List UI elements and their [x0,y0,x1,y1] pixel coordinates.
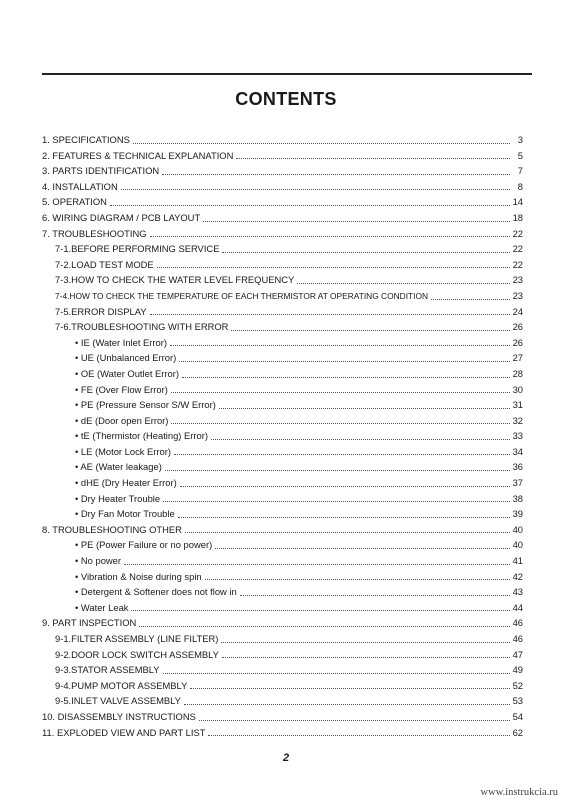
toc-entry [42,475,523,491]
toc-leader-dots [171,423,509,424]
toc-entry-page: 7 [517,165,523,177]
toc-entry-page: 40 [512,539,523,551]
toc-entry [42,226,523,242]
toc-entry-label: 5. OPERATION [42,196,107,208]
toc-entry-page: 8 [517,180,523,192]
toc-entry-page: 26 [512,321,523,333]
toc-entry-label: • FE (Over Flow Error) [75,383,168,395]
toc-entry-label: 9-1.FILTER ASSEMBLY (LINE FILTER) [55,633,219,644]
toc-entry-page: 27 [512,352,523,364]
toc-entry [42,194,523,210]
toc-entry-label: 1. SPECIFICATIONS [42,134,130,145]
toc-entry-page: 62 [512,726,523,738]
toc-entry-page: 52 [512,679,523,691]
toc-entry-label: 10. DISASSEMBLY INSTRUCTIONS [42,710,196,722]
toc-leader-dots [163,673,510,674]
toc-entry-label: • OE (Water Outlet Error) [75,367,179,379]
toc-leader-dots [165,470,510,471]
toc-entry-page: 34 [512,445,523,457]
toc-entry-page: 22 [512,243,523,255]
toc-entry [42,428,523,444]
toc-entry-label: 9-4.PUMP MOTOR ASSEMBLY [55,679,188,691]
toc-entry-page: 46 [512,633,523,644]
toc-entry [42,506,523,522]
toc-leader-dots [170,345,510,346]
toc-entry [42,366,523,382]
toc-entry [42,304,523,320]
toc-leader-dots [203,221,509,222]
toc-entry-label: • Vibration & Noise during spin [75,570,202,582]
toc-entry-label: 7-6.TROUBLESHOOTING WITH ERROR [55,321,229,333]
toc-entry-label: 9-3.STATOR ASSEMBLY [55,664,160,676]
toc-leader-dots [121,189,510,190]
toc-entry-page: 23 [512,274,523,286]
toc-entry-page: 24 [512,305,523,317]
toc-leader-dots [205,579,510,580]
toc-leader-dots [208,735,509,736]
toc-entry [42,491,523,507]
toc-entry-label: 7-4.HOW TO CHECK THE TEMPERATURE OF EACH THERMISTOR AT OPERATING CONDITION [55,290,429,301]
toc-entry-page: 22 [512,258,523,270]
toc-leader-dots [185,532,510,533]
toc-entry-label: • LE (Motor Lock Error) [75,445,172,457]
toc-leader-dots [124,564,510,565]
toc-entry [42,444,523,460]
toc-entry-page: 28 [512,367,523,379]
toc-entry [42,350,523,366]
toc-leader-dots [182,377,510,378]
toc-entry-label: 3. PARTS IDENTIFICATION [42,165,160,177]
page-number: 2 [282,752,290,764]
toc-entry-label: • dHE (Dry Heater Error) [75,477,177,489]
toc-entry-label: 4. INSTALLATION [42,180,118,192]
toc-leader-dots [211,439,510,440]
toc-entry [42,132,523,148]
toc-entry-page: 32 [512,414,523,426]
toc-entry [42,662,523,678]
toc-entry [42,693,523,709]
toc-entry-page: 31 [512,399,523,411]
toc-entry-label: • No power [75,555,122,567]
toc-entry [42,569,523,585]
toc-leader-dots [150,236,510,237]
toc-entry-page: 46 [512,617,523,629]
toc-entry-label: • Water Leak [75,601,129,613]
toc-entry-page: 30 [512,383,523,395]
toc-leader-dots [174,454,510,455]
toc-leader-dots [110,205,510,206]
toc-entry-label: 7-2.LOAD TEST MODE [55,258,154,270]
top-rule [42,73,532,75]
toc-entry-label: 6. WIRING DIAGRAM / PCB LAYOUT [42,211,201,223]
toc-entry [42,148,523,164]
toc-leader-dots [219,408,510,409]
toc-entry-page: 37 [512,477,523,489]
toc-entry [42,413,523,429]
toc-leader-dots [133,143,510,144]
toc-entry-label: 7. TROUBLESHOOTING [42,227,147,239]
toc-leader-dots [157,267,510,268]
toc-entry-page: 38 [512,492,523,504]
toc-entry-page: 40 [512,523,523,535]
toc-entry [42,647,523,663]
toc-entry-page: 26 [512,336,523,348]
toc-leader-dots [180,486,510,487]
toc-leader-dots [184,704,510,705]
toc-entry-label: 9-5.INLET VALVE ASSEMBLY [55,695,181,707]
toc-entry-page: 14 [512,196,523,208]
toc-entry-page: 54 [512,710,523,722]
toc-entry [42,163,523,179]
toc-leader-dots [199,720,510,721]
toc-leader-dots [163,501,509,502]
toc-entry-label: • PE (Power Failure or no power) [75,539,213,551]
toc-entry [42,678,523,694]
toc-entry [42,709,523,725]
toc-entry-page: 3 [517,134,523,145]
toc-entry-page: 42 [512,570,523,582]
toc-entry [42,615,523,631]
toc-leader-dots [215,548,509,549]
toc-leader-dots [139,626,509,627]
toc-leader-dots [221,642,509,643]
toc-entry-label: 2. FEATURES & TECHNICAL EXPLANATION [42,149,234,161]
toc-entry [42,397,523,413]
toc-entry [42,257,523,273]
toc-entry-page: 41 [512,555,523,567]
toc-entry [42,210,523,226]
toc-leader-dots [222,252,509,253]
toc-leader-dots [222,657,510,658]
toc-leader-dots [236,158,510,159]
toc-entry [42,631,523,647]
toc-entry [42,288,523,304]
toc-entry-label: 8. TROUBLESHOOTING OTHER [42,523,182,535]
toc-entry-page: 49 [512,664,523,676]
toc-entry-label: 9-2.DOOR LOCK SWITCH ASSEMBLY [55,648,219,660]
toc-entry-label: • UE (Unbalanced Error) [75,352,177,364]
toc-entry [42,335,523,351]
toc-entry-label: • PE (Pressure Sensor S/W Error) [75,399,216,411]
toc-entry-page: 23 [512,289,523,301]
toc-entry [42,459,523,475]
toc-entry-page: 44 [512,601,523,613]
toc-leader-dots [179,361,509,362]
toc-leader-dots [131,610,509,611]
toc-entry [42,179,523,195]
toc-leader-dots [231,330,509,331]
toc-entry-label: 9. PART INSPECTION [42,617,137,629]
toc-entry-page: 39 [512,508,523,520]
toc-entry-label: • Detergent & Softener does not flow in [75,586,237,598]
table-of-contents [42,132,523,740]
toc-entry [42,600,523,616]
toc-entry-label: 11. EXPLODED VIEW AND PART LIST [42,726,206,738]
toc-leader-dots [171,392,510,393]
toc-entry [42,382,523,398]
toc-leader-dots [150,314,510,315]
toc-entry-page: 53 [512,695,523,707]
toc-entry-label: 7-1.BEFORE PERFORMING SERVICE [55,243,220,255]
toc-entry-page: 33 [512,430,523,442]
toc-entry [42,553,523,569]
toc-entry-label: 7-5.ERROR DISPLAY [55,305,147,317]
toc-entry [42,241,523,257]
toc-leader-dots [240,595,510,596]
toc-entry-page: 43 [512,586,523,598]
toc-entry-page: 47 [512,648,523,660]
toc-entry [42,537,523,553]
toc-entry-page: 22 [512,227,523,239]
toc-entry-label: 7-3.HOW TO CHECK THE WATER LEVEL FREQUENCY [55,274,295,286]
toc-leader-dots [190,688,509,689]
toc-leader-dots [178,517,510,518]
watermark: www.instrukcia.ru [480,787,558,798]
toc-entry-label: • Dry Fan Motor Trouble [75,508,175,520]
toc-entry-label: • dE (Door open Error) [75,414,169,426]
toc-entry [42,272,523,288]
toc-entry-label: • AE (Water leakage) [75,461,162,473]
toc-entry-page: 5 [517,149,523,161]
toc-entry-label: • IE (Water Inlet Error) [75,336,168,348]
toc-leader-dots [431,299,510,300]
toc-entry-label: • tE (Thermistor (Heating) Error) [75,430,208,442]
toc-entry-label: • Dry Heater Trouble [75,492,161,504]
toc-entry-page: 36 [512,461,523,473]
toc-entry [42,584,523,600]
toc-entry [42,522,523,538]
toc-entry [42,319,523,335]
page-title: CONTENTS [235,89,337,109]
toc-leader-dots [162,174,510,175]
toc-entry [42,725,523,741]
toc-entry-page: 18 [512,211,523,223]
toc-leader-dots [297,283,509,284]
